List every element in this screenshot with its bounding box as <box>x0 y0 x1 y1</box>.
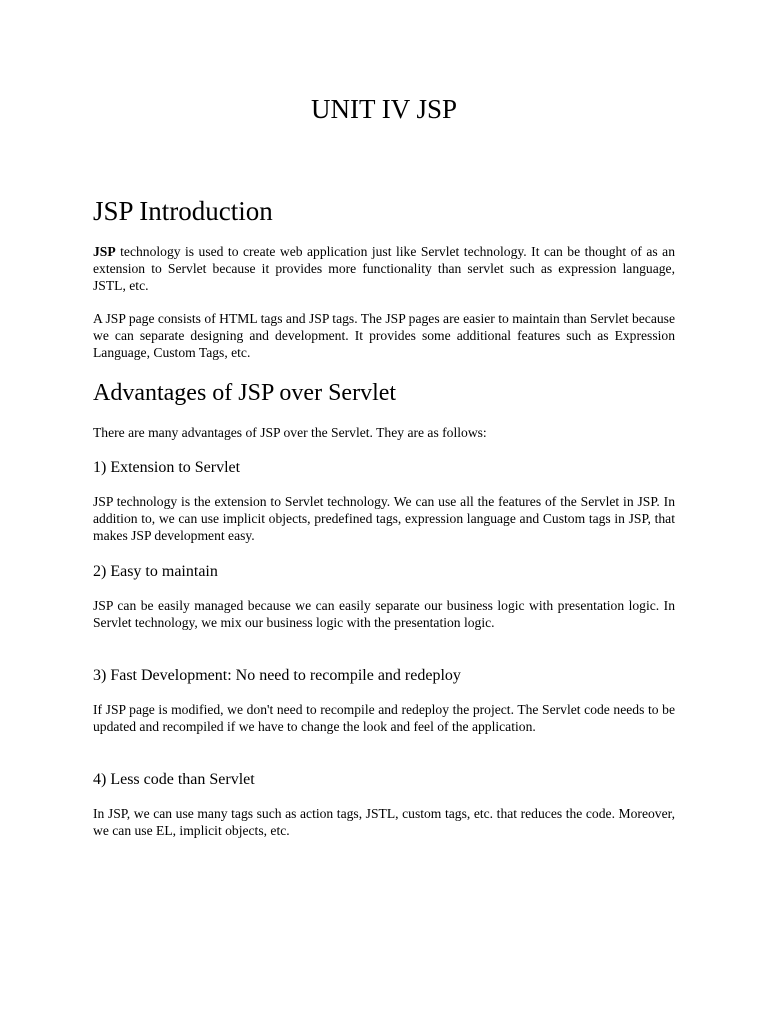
unit-title: UNIT IV JSP <box>310 94 458 124</box>
advantage-2-text: JSP can be easily managed because we can easily separate our business logic with presentation logic. In Servlet technology, we mix our business logic with the presentation logic. <box>93 598 675 630</box>
advantage-1-text: JSP technology is the extension to Servlet technology. We can use all the features of the Servlet in JSP. In addition to, we can use implicit objects, predefined tags, expression language and Custom tags in JSP, that makes JSP development easy. <box>93 494 675 543</box>
section-heading-jsp-introduction: JSP Introduction <box>93 196 273 226</box>
advantage-3-text: If JSP page is modified, we don't need to recompile and redeploy the project. The Servlet code needs to be updated and recompiled if we have to change the look and feel of the application. <box>93 702 675 734</box>
intro-paragraph-2: A JSP page consists of HTML tags and JSP tags. The JSP pages are easier to maintain than Servlet because we can separate designing and development. It provides some additional features such as Expression Language, Custom Tags, etc. <box>93 311 675 360</box>
advantage-3-title: 3) Fast Development: No need to recompile and redeploy <box>93 667 461 684</box>
intro-paragraph-1 <box>93 244 675 294</box>
jsp-bold-term: JSP <box>93 244 116 259</box>
advantages-intro: There are many advantages of JSP over the Servlet. They are as follows: <box>93 425 487 440</box>
advantage-2-title: 2) Easy to maintain <box>93 563 218 580</box>
advantage-4-title: 4) Less code than Servlet <box>93 771 255 788</box>
advantage-4-text: In JSP, we can use many tags such as action tags, JSTL, custom tags, etc. that reduces the code. Moreover, we can use EL, implicit objects, etc. <box>93 806 675 838</box>
section-heading-advantages: Advantages of JSP over Servlet <box>93 380 397 406</box>
intro-paragraph-1-text: technology is used to create web application just like Servlet technology. It can be thought of as an extension to Servlet because it provides more functionality than servlet such as expression language, JSTL, etc. <box>93 244 675 293</box>
advantage-1-title: 1) Extension to Servlet <box>93 459 241 476</box>
